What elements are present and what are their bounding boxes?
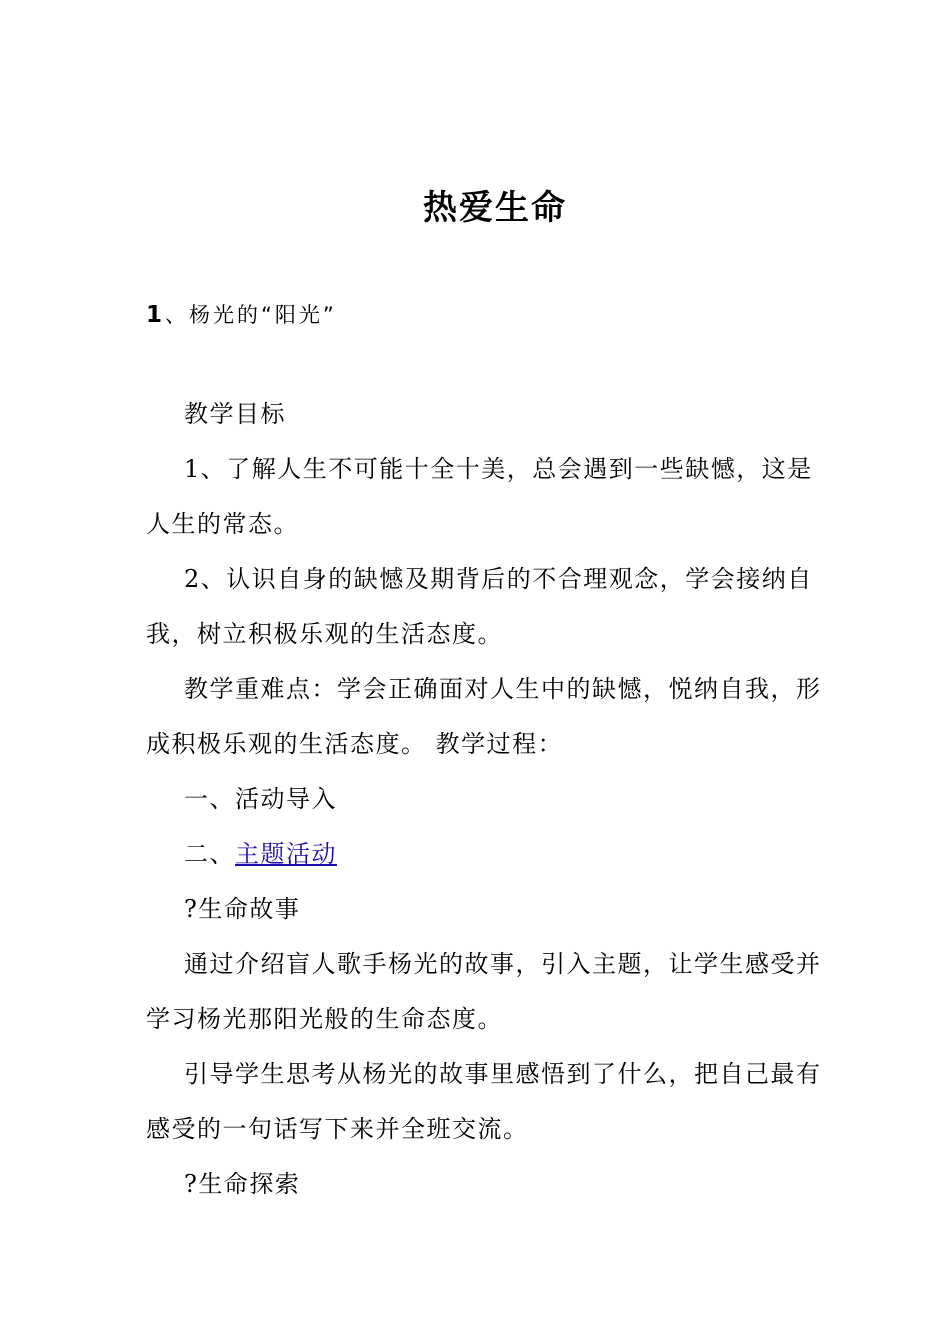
page-title: 热爱生命 [423,188,567,228]
objectives-heading: 教学目标 [184,400,286,428]
theme-activity-link[interactable]: 主题活动 [235,840,337,868]
objective-1: 1、了解人生不可能十全十美，总会遇到一些缺憾，这是人生的常态。 [146,455,813,538]
step-2 [146,827,826,882]
step-1: 一、活动导入 [184,785,337,813]
step-2-prefix: 二、 [184,840,235,868]
guide-text: 引导学生思考从杨光的故事里感悟到了什么，把自己最有感受的一句话写下来并全班交流。 [146,1060,822,1143]
section-number: 1 [146,302,166,328]
section-heading [146,300,337,330]
key-points: 教学重难点：学会正确面对人生中的缺憾，悦纳自我，形成积极乐观的生活态度。 教学过程： [146,675,822,758]
story-heading: ?生命故事 [184,895,301,923]
objective-2: 2、认识自身的缺憾及期背后的不合理观念，学会接纳自我，树立积极乐观的生活态度。 [146,565,813,648]
story-text: 通过介绍盲人歌手杨光的故事，引入主题，让学生感受并学习杨光那阳光般的生命态度。 [146,950,822,1033]
section-title: 、杨光的“阳光” [165,303,337,327]
document-body [146,387,826,1212]
explore-heading: ?生命探索 [184,1170,301,1198]
